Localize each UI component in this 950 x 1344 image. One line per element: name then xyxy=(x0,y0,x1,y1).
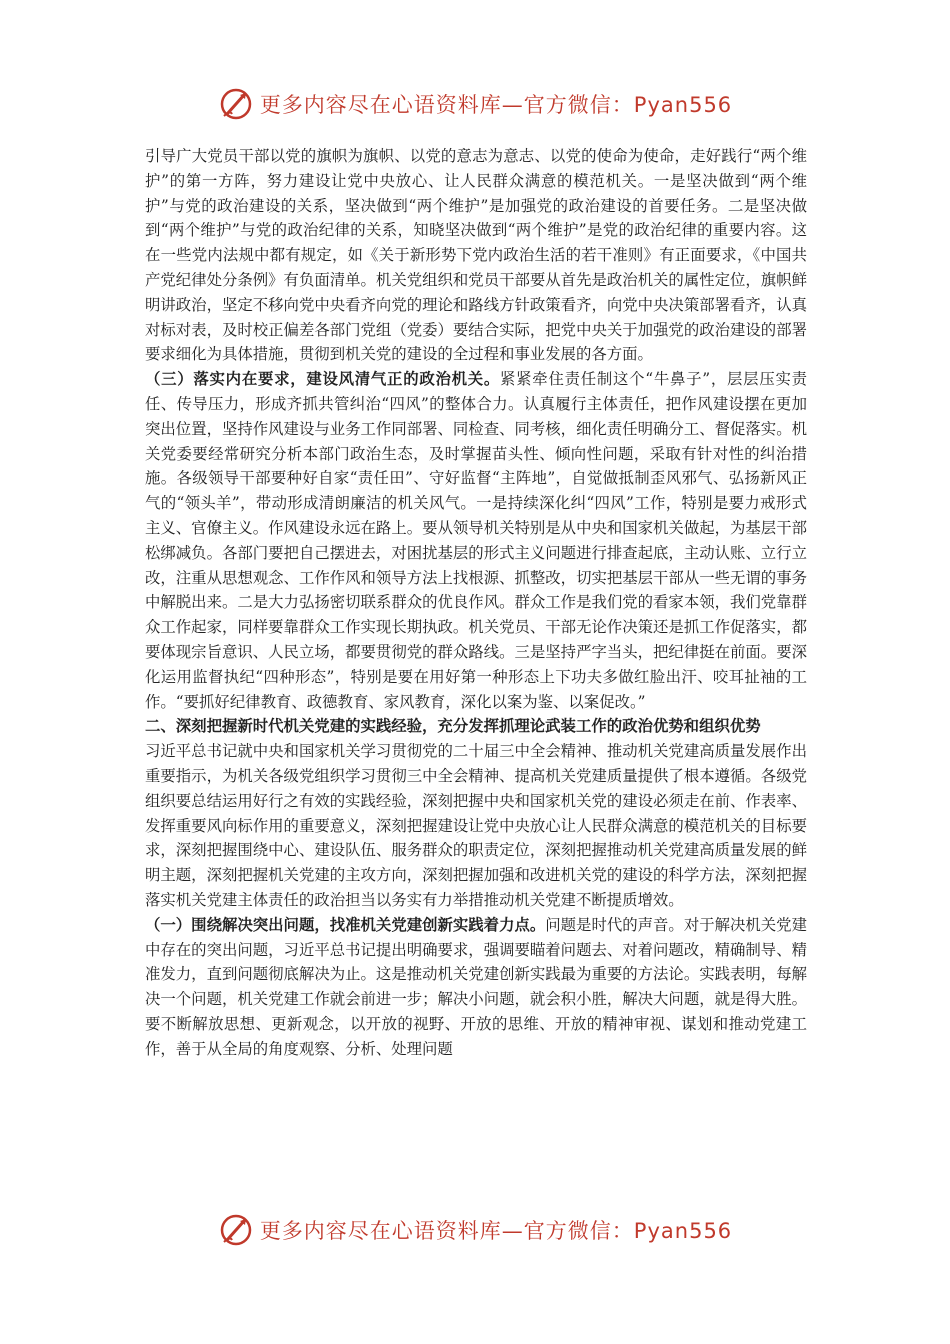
pen-circle-logo-icon xyxy=(218,1212,254,1248)
banner-text: 更多内容尽在心语资料库—官方微信：Pyan556 xyxy=(259,1219,733,1243)
header-banner xyxy=(0,82,950,126)
paragraph xyxy=(145,144,807,367)
paragraph xyxy=(145,367,807,714)
paragraph-body: 问题是时代的声音。对于解决机关党建中存在的突出问题，习近平总书记提出明确要求，强调要瞄着问题去、对着问题改，精确制导、精准发力，直到问题彻底解决为止。这是推动机关党建创新实践最为重要的方法论。实践表明，每解决一个问题，机关党建工作就会前进一步；解决小问题，就会积小胜，解决大问题，就是得大胜。要不断解放思想、更新观念，以开放的视野、开放的思维、开放的精神审视、谋划和推动党建工作，善于从全局的角度观察、分析、处理问题 xyxy=(145,915,807,1058)
paragraph-body: 习近平总书记就中央和国家机关学习贯彻党的二十届三中全会精神、推动机关党建高质量发展作出重要指示，为机关各级党组织学习贯彻三中全会精神、提高机关党建质量提供了根本遵循。各级党组织要总结运用好行之有效的实践经验，深刻把握中央和国家机关党的建设必须走在前、作表率、发挥重要风向标作用的重要意义，深刻把握建设让党中央放心让人民群众满意的模范机关的目标要求，深刻把握围绕中心、建设队伍、服务群众的职责定位，深刻把握推动机关党建高质量发展的鲜明主题，深刻把握机关党建的主攻方向，深刻把握加强和改进机关党的建设的科学方法，深刻把握落实机关党建主体责任的政治担当以务实有力举措推动机关党建不断提质增效。 xyxy=(145,742,807,909)
chapter-heading xyxy=(145,714,807,739)
section-heading: （三）落实内在要求，建设风清气正的政治机关。 xyxy=(145,370,501,389)
paragraph xyxy=(145,913,807,1062)
paragraph-body: 引导广大党员干部以党的旗帜为旗帜、以党的意志为意志、以党的使命为使命，走好践行“两个维护”的第一方阵，努力建设让党中央放心、让人民群众满意的模范机关。一是坚决做到“两个维护”与党的政治建设的关系，坚决做到“两个维护”是加强党的政治建设的首要任务。二是坚决做到“两个维护”与党的政治纪律的关系，知晓坚决做到“两个维护”是党的政治纪律的重要内容。这在一些党内法规中都有规定，如《关于新形势下党内政治生活的若干准则》有正面要求，《中国共产党纪律处分条例》有负面清单。机关党组织和党员干部要从首先是政治机关的属性定位，旗帜鲜明讲政治，坚定不移向党中央看齐向党的理论和路线方针政策看齐，向党中央决策部署看齐，认真对标对表，及时校正偏差各部门党组（党委）要结合实际，把党中央关于加强党的政治建设的部署要求细化为具体措施，贯彻到机关党的建设的全过程和事业发展的各方面。 xyxy=(145,147,807,364)
pen-circle-logo-icon xyxy=(218,86,254,122)
paragraph xyxy=(145,739,807,913)
section-heading: （一）围绕解决突出问题，找准机关党建创新实践着力点。 xyxy=(145,915,546,934)
paragraph-body: 紧紧牵住责任制这个“牛鼻子”，层层压实责任、传导压力，形成齐抓共管纠治“四风”的整体合力。认真履行主体责任，把作风建设摆在更加突出位置，坚持作风建设与业务工作同部署、同检查、同考核，细化责任明确分工、督促落实。机关党委要经常研究分析本部门政治生态，及时掌握苗头性、倾向性问题，采取有针对性的纠治措施。各级领导干部要种好自家“责任田”、守好监督“主阵地”，自觉做抵制歪风邪气、弘扬新风正气的“领头羊”，带动形成清朗廉洁的机关风气。一是持续深化纠“四风”工作，特别是要力戒形式主义、官僚主义。作风建设永远在路上。要从领导机关特别是从中央和国家机关做起，为基层干部松绑减负。各部门要把自己摆进去，对困扰基层的形式主义问题进行排查起底，主动认账、立行立改，注重从思想观念、工作作风和领导方法上找根源、抓整改，切实把基层干部从一些无谓的事务中解脱出来。二是大力弘扬密切联系群众的优良作风。群众工作是我们党的看家本领，我们党靠群众工作起家，同样要靠群众工作实现长期执政。机关党员、干部无论作决策还是抓工作促落实，都要体现宗旨意识、人民立场，都要贯彻党的群众路线。三是坚持严字当头，把纪律挺在前面。要深化运用监督执纪“四种形态”，特别是要在用好第一种形态上下功夫多做红脸出汗、咬耳扯袖的工作。“要抓好纪律教育、政德教育、家风教育，深化以案为鉴、以案促改。” xyxy=(145,370,807,711)
document-body xyxy=(145,144,807,1061)
footer-banner xyxy=(0,1208,950,1252)
chapter-heading-text: 二、深刻把握新时代机关党建的实践经验，充分发挥抓理论武装工作的政治优势和组织优势 xyxy=(145,717,761,736)
banner-text: 更多内容尽在心语资料库—官方微信：Pyan556 xyxy=(259,93,733,117)
